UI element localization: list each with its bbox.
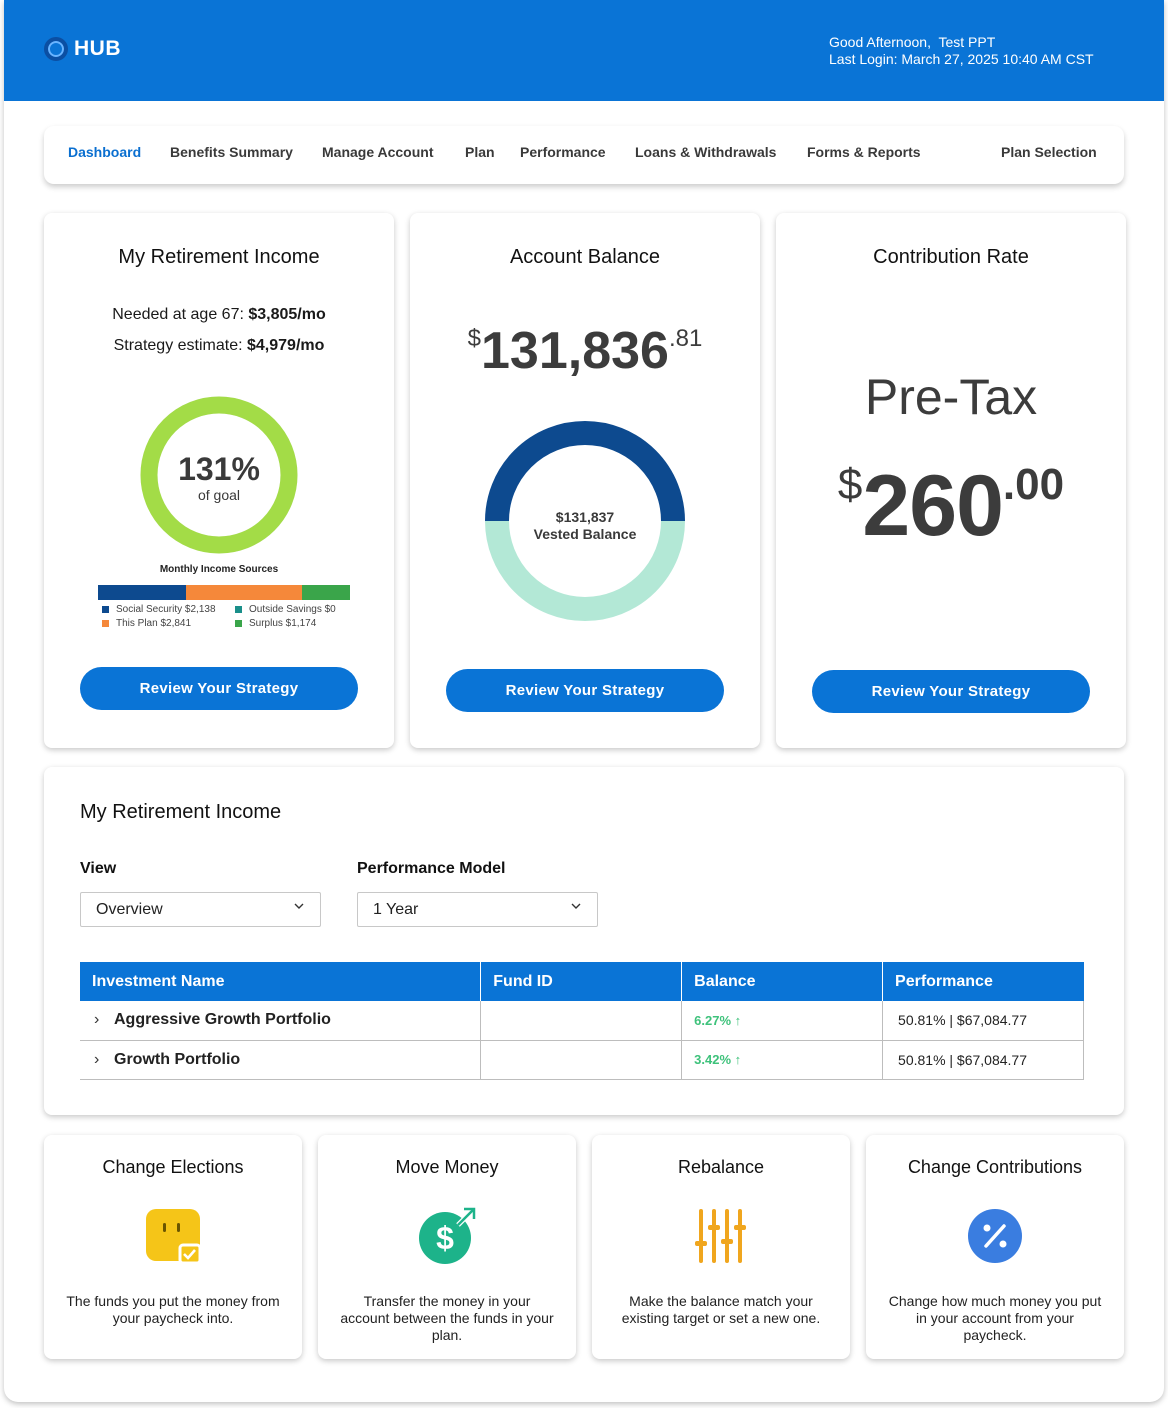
col-performance[interactable]: Performance xyxy=(883,962,1084,1001)
action-title: Rebalance xyxy=(677,1157,765,1177)
chevron-down-icon xyxy=(294,901,304,911)
donut-label: Vested Balance xyxy=(533,526,637,542)
needed-value: $3,805/mo xyxy=(248,306,326,323)
chevron-right-icon[interactable]: › xyxy=(94,1011,100,1029)
action-description: Transfer the money in your account between the funds in your plan. xyxy=(340,1293,554,1343)
action-description: Make the balance match your existing target or set a new one. xyxy=(621,1293,821,1326)
action-description: The funds you put the money from your paycheck into. xyxy=(66,1293,280,1326)
table-row[interactable] xyxy=(80,1001,1084,1040)
estimate-value: $4,979/mo xyxy=(247,337,325,354)
main-nav xyxy=(44,126,1124,184)
goal-percent: 131% xyxy=(178,451,260,487)
nav-dashboard[interactable]: Dashboard xyxy=(68,144,142,160)
card-title: Contribution Rate xyxy=(873,246,1029,268)
col-investment-name[interactable]: Investment Name xyxy=(80,962,481,1001)
donut-value: $131,837 xyxy=(555,509,615,525)
review-strategy-button[interactable]: Review Your Strategy xyxy=(812,670,1090,713)
estimate-row xyxy=(44,337,394,355)
balance-cell xyxy=(682,1040,883,1079)
income-source-segment xyxy=(302,585,350,600)
account-balance-card xyxy=(410,213,760,748)
review-strategy-button[interactable]: Review Your Strategy xyxy=(446,669,724,712)
balance-amount xyxy=(410,321,760,381)
legend-swatch xyxy=(235,620,242,627)
retirement-income-card xyxy=(44,213,394,748)
table-row[interactable] xyxy=(80,1040,1084,1079)
fund-id-cell xyxy=(481,1001,682,1040)
model-select-value: 1 Year xyxy=(373,901,419,918)
move-money-icon xyxy=(418,1207,476,1265)
contribution-rate-card xyxy=(776,213,1126,748)
legend-surplus xyxy=(235,618,316,629)
nav-plan-selection[interactable]: Plan Selection xyxy=(1001,144,1097,160)
app-window xyxy=(4,0,1164,1402)
balance-currency: $ xyxy=(467,325,481,352)
last-login-text: Last Login: March 27, 2025 10:40 AM CST xyxy=(829,51,1094,67)
view-label: View xyxy=(80,860,117,877)
investment-name-cell[interactable] xyxy=(80,1040,481,1079)
fund-id-cell xyxy=(481,1040,682,1079)
action-title: Change Contributions xyxy=(907,1157,1083,1177)
contribution-type: Pre-Tax xyxy=(864,369,1038,425)
legend-swatch xyxy=(102,606,109,613)
balance-whole: 131,836 xyxy=(481,322,669,380)
legend-this-plan xyxy=(102,618,191,629)
hub-logo[interactable] xyxy=(44,37,121,61)
contribution-amount xyxy=(776,457,1126,556)
nav-plan[interactable]: Plan xyxy=(465,144,495,160)
nav-performance[interactable]: Performance xyxy=(520,144,606,160)
income-sources-bar xyxy=(98,585,350,600)
legend-label: Social Security $2,138 xyxy=(116,604,216,615)
balance-cell xyxy=(682,1001,883,1040)
balance-value: 3.42% xyxy=(694,1052,732,1067)
action-title: Move Money xyxy=(395,1157,499,1177)
rebalance-icon xyxy=(692,1207,750,1265)
percent-icon xyxy=(966,1207,1024,1265)
donut-top-segment xyxy=(497,433,673,521)
needed-label: Needed at age 67: xyxy=(112,306,249,323)
legend-swatch xyxy=(102,620,109,627)
investment-name-cell[interactable] xyxy=(80,1001,481,1040)
sources-title: Monthly Income Sources xyxy=(159,564,279,575)
legend-label: This Plan $2,841 xyxy=(116,618,192,629)
chevron-right-icon[interactable]: › xyxy=(94,1050,100,1068)
logo-text: HUB xyxy=(74,37,121,60)
nav-benefits-summary[interactable]: Benefits Summary xyxy=(170,144,293,160)
contribution-cents: .00 xyxy=(1002,460,1065,509)
elections-icon xyxy=(144,1207,202,1265)
greeting-text: Good Afternoon, Test PPT xyxy=(829,34,996,50)
view-select[interactable] xyxy=(80,892,321,927)
balance-cents: .81 xyxy=(668,325,703,352)
performance-cell: 50.81% | $67,084.77 xyxy=(883,1001,1084,1040)
nav-forms-reports[interactable]: Forms & Reports xyxy=(807,144,921,160)
svg-text:$: $ xyxy=(436,1220,454,1256)
chevron-down-icon xyxy=(571,901,581,911)
investment-name: Growth Portfolio xyxy=(114,1050,241,1068)
goal-label: of goal xyxy=(197,487,241,503)
change-elections-card[interactable] xyxy=(44,1135,302,1359)
rebalance-card[interactable] xyxy=(592,1135,850,1359)
section-title: My Retirement Income xyxy=(80,801,282,823)
model-label: Performance Model xyxy=(357,860,506,877)
arrow-up-icon: ↑ xyxy=(734,1012,742,1028)
legend-label: Surplus $1,174 xyxy=(249,618,317,629)
income-source-segment xyxy=(98,585,186,600)
card-title: Account Balance xyxy=(509,246,661,268)
table-header-row xyxy=(80,962,1084,1001)
user-greeting-block xyxy=(829,34,1094,68)
nav-loans-withdrawals[interactable]: Loans & Withdrawals xyxy=(635,144,777,160)
logo-ring-icon xyxy=(44,37,68,61)
view-select-value: Overview xyxy=(96,901,163,918)
goal-ring-chart xyxy=(140,396,298,554)
legend-outside-savings xyxy=(235,604,336,615)
income-investments-section xyxy=(44,767,1124,1115)
card-title: My Retirement Income xyxy=(118,246,320,268)
contribution-whole: 260 xyxy=(862,458,1003,554)
action-title: Change Elections xyxy=(102,1157,244,1177)
estimate-label: Strategy estimate: xyxy=(113,337,247,354)
investment-name: Aggressive Growth Portfolio xyxy=(114,1011,331,1029)
move-money-card[interactable] xyxy=(318,1135,576,1359)
performance-model-select[interactable] xyxy=(357,892,598,927)
needed-row xyxy=(44,306,394,324)
review-strategy-button[interactable]: Review Your Strategy xyxy=(80,667,358,710)
header-bar xyxy=(4,0,1164,101)
change-contributions-card[interactable] xyxy=(866,1135,1124,1359)
col-balance[interactable]: Balance xyxy=(682,962,883,1001)
investments-table xyxy=(80,962,1084,1080)
action-description: Change how much money you put in your account from your paycheck. xyxy=(888,1293,1102,1343)
arrow-up-icon: ↑ xyxy=(734,1052,742,1067)
contribution-currency: $ xyxy=(837,460,863,509)
vested-balance-donut xyxy=(485,421,685,621)
income-source-segment xyxy=(186,585,302,600)
balance-value: 6.27% xyxy=(694,1012,732,1028)
col-fund-id[interactable]: Fund ID xyxy=(481,962,682,1001)
nav-manage-account[interactable]: Manage Account xyxy=(322,144,434,160)
performance-cell: 50.81% | $67,084.77 xyxy=(883,1040,1084,1079)
legend-label: Outside Savings $0 xyxy=(249,604,336,615)
legend-swatch xyxy=(235,606,242,613)
legend-social-security xyxy=(102,604,216,615)
